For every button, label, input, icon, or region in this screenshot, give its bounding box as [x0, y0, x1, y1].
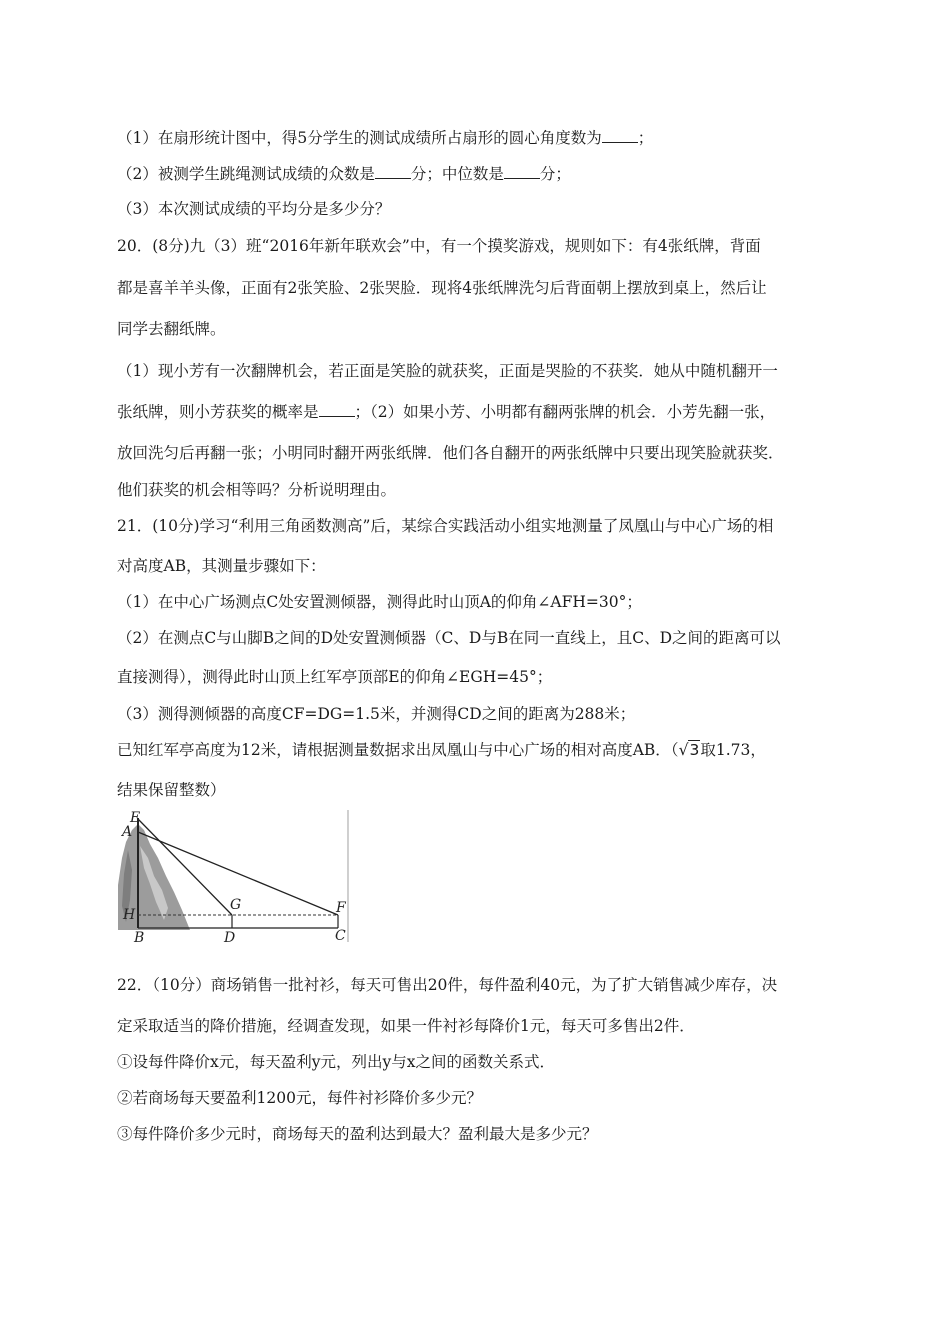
label-G: G: [230, 897, 242, 913]
answer-blank: [375, 164, 411, 179]
q22-line: ②若商场每天要盈利1200元，每件衬衫降价多少元？: [117, 1089, 482, 1107]
q21-line: （2）在测点C与山脚B之间的D处安置测倾器（C、D与B在同一直线上，且C、D之间的距离可以: [117, 629, 781, 647]
q19-part1-text: （1）在扇形统计图中，得5分学生的测试成绩所占扇形的圆心角度数为: [117, 129, 602, 147]
answer-blank: [319, 402, 355, 417]
q21-line: （3）测得测倾器的高度CF=DG=1.5米，并测得CD之间的距离为288米；: [117, 705, 636, 723]
q21-line: 直接测得），测得此时山顶上红军亭顶部E的仰角∠EGH=45°；: [117, 668, 553, 686]
q20-line: （1）现小芳有一次翻牌机会，若正面是笑脸的就获奖，正面是哭脸的不获奖．她从中随机翻开一: [117, 362, 778, 380]
q21-line: 21．(10分)学习“利用三角函数测高”后，某综合实践活动小组实地测量了凤凰山与中心广场的相: [117, 517, 774, 535]
label-B: B: [134, 930, 145, 945]
q21-line: 结果保留整数）: [117, 781, 226, 799]
answer-blank: [504, 164, 540, 179]
q19-part2-mid: 分；中位数是: [410, 165, 504, 183]
q19-part1-end: ；: [637, 129, 654, 147]
label-A: A: [122, 824, 133, 840]
q22-line: ①设每件降价x元，每天盈利y元，列出y与x之间的函数关系式．: [117, 1053, 555, 1071]
q21-line-text: 已知红军亭高度为12米，请根据测量数据求出凤凰山与中心广场的相对高度AB．（: [117, 741, 679, 759]
q21-line: 对高度AB，其测量步骤如下：: [117, 557, 326, 575]
q20-line: 放回洗匀后再翻一张；小明同时翻开两张纸牌．他们各自翻开的两张纸牌中只要出现笑脸就获奖．: [117, 444, 784, 462]
q20-line: 他们获奖的机会相等吗？分析说明理由。: [117, 481, 397, 499]
q20-line: 同学去翻纸牌。: [117, 320, 226, 338]
label-D: D: [224, 930, 236, 945]
q21-line: [117, 740, 766, 760]
label-H: H: [123, 907, 136, 923]
answer-blank: [602, 128, 638, 143]
q21-line-text: 取1.73，: [700, 741, 766, 759]
radicand: 3: [689, 741, 700, 759]
q19-part2: [117, 164, 571, 184]
q20-line: 都是喜羊羊头像，正面有2张笑脸、2张哭脸．现将4张纸牌洗匀后背面朝上摆放到桌上，然后让: [117, 279, 767, 297]
q19-part2-end: 分；: [539, 165, 571, 183]
sqrt-symbol: [679, 740, 701, 760]
q22-line: 22．（10分）商场销售一批衬衫，每天可售出20件，每件盈利40元，为了扩大销售减少库存，决: [117, 976, 778, 994]
q19-part1: [117, 128, 653, 148]
q19-part3: （3）本次测试成绩的平均分是多少分？: [117, 200, 391, 218]
q20-line-text: ；（2）如果小芳、小明都有翻两张牌的机会．小芳先翻一张，: [354, 403, 776, 421]
q20-line: 20．(8分)九（3）班“2016年新年联欢会”中，有一个摸奖游戏，规则如下：有4张纸牌，背面: [117, 237, 761, 255]
q22-line: 定采取适当的降价措施，经调查发现，如果一件衬衫每降价1元，每天可多售出2件．: [117, 1017, 695, 1035]
q19-part2-text: （2）被测学生跳绳测试成绩的众数是: [117, 165, 375, 183]
label-E: E: [130, 810, 141, 826]
mountain-measurement-figure: [110, 810, 355, 945]
q22-line: ③每件降价多少元时，商场每天的盈利达到最大？盈利最大是多少元？: [117, 1125, 598, 1143]
q20-line: [117, 402, 775, 422]
label-F: F: [336, 900, 346, 916]
label-C: C: [335, 928, 346, 944]
radical-sign: √: [678, 741, 689, 759]
q21-line: （1）在中心广场测点C处安置测倾器，测得此时山顶A的仰角∠AFH=30°；: [117, 593, 642, 611]
q20-line-text: 张纸牌，则小芳获奖的概率是: [117, 403, 319, 421]
